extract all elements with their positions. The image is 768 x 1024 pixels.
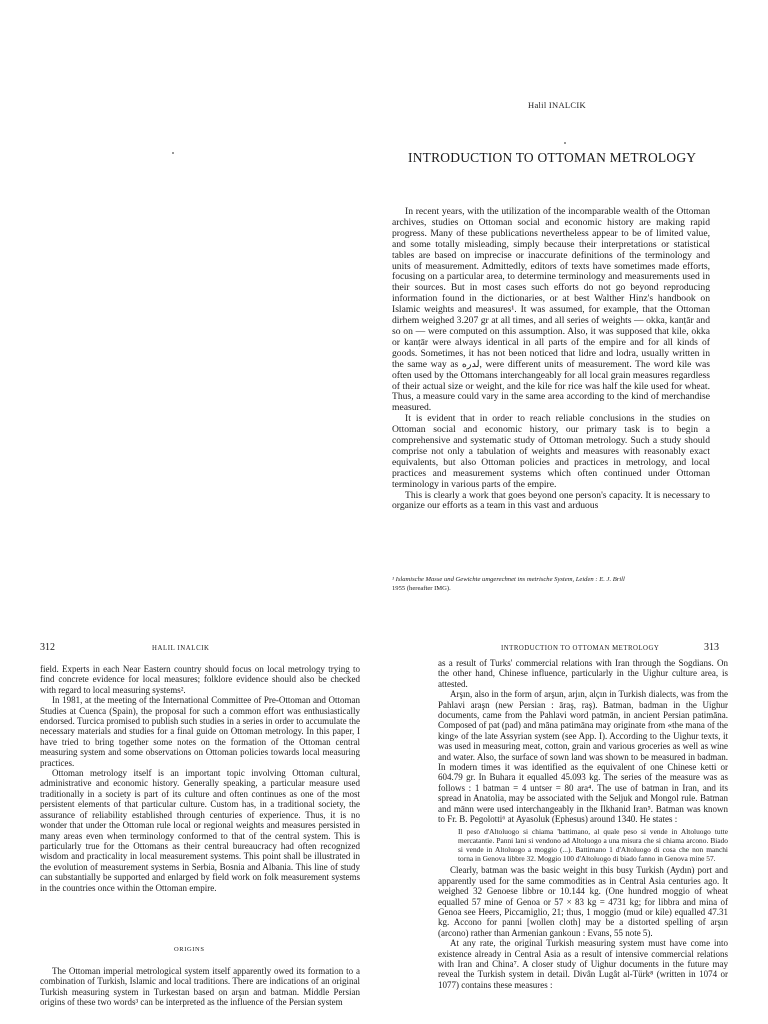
scan-speck — [564, 142, 566, 144]
page-312 — [40, 640, 370, 1024]
page-313 — [438, 640, 728, 1024]
running-head: HALIL INALCIK — [152, 645, 210, 652]
paragraph: Arşın, also in the form of arşun, arjın, alçın in Turkish dialects, was from the Pahlavi araşn (new Persian : āraş, raş). Batman, badman in the Uighur documents, came from the Pahlavi word patmān, in ancient Persian patimāna. Composed of pat (pad) and māna patimāna may originate from «the mana of the king» of the late Assyrian system (see App. I). According to the Uighur texts, it was used in measuring meat, cotton, grain and various groceries as well as wine and water. Also, the surface of sown land was shown to be measured in badman. In modern times it was identified as the equivalent of one Chinese ketti or 604.79 gr. In Buhara it equalled 45.093 kg. The series of the measure was as follows : 1 batman = 4 untser = 80 ara⁴. The use of batman in Iran, and its spread in Anatolia, may be associated with the Seljuk and Mongol rule. Batman and mānn were used interchangeably in the Ilkhanid Iran⁵. Batman was known to Fr. B. Pegolotti⁶ at Ayasoluk (Ephesus) around 1340. He states : — [438, 689, 728, 825]
page-number: 313 — [704, 642, 719, 653]
paragraph: In recent years, with the utilization of the incomparable wealth of the Ottoman archives, studies on Ottoman social and economic history are making rapid progress. Many of these publications nevertheless appear to be of limited value, and some totally misleading, simply because their interpretations or statistical tables are based on imprecise or inaccurate definitions of the terminology and units of measurement. Admittedly, editors of texts have sometimes made efforts, focusing on a particular area, to determine terminology and measurements used in their sources. But in most cases such efforts do not go beyond reproducing information found in the dictionaries, or at best Walther Hinz's handbook on Islamic weights and measures¹. It was assumed, for example, that the Ottoman dirhem weighed 3.207 gr at all times, and all series of weights — okka, kanṭār and so on — were computed on this assumption. Also, it was supposed that kile, okka or kanṭār were always identical in all parts of the empire and for all kinds of goods. Sometimes, it has not been noticed that lidre and lodra, usually written in the same way as لدره, were different units of measurement. The word kile was often used by the Ottomans interchangeably for all local grain measures regardless of their actual size or weight, and the kile for rice was half the kile used for wheat. Thus, a measure could vary in the same area according to the kind of merchandise measured. — [392, 206, 710, 414]
footnote-line: ¹ Islamische Masse und Gewichte umgerechnet ins metrische System, Leiden : E. J. Brill — [392, 576, 625, 583]
paragraph: Ottoman metrology itself is an important topic involving Ottoman cultural, administrative and economic history. Generally speaking, a particular measure used traditionally in a society is part of its culture and often continues as one of the most persistent elements of that particular culture. Custom has, in a traditional society, the assurance of reliability established through centuries of experience. Thus, it is no wonder that under the Ottoman rule local or regional weights and measures persisted in many areas even when terminology conformed to that of the central system. This is particularly true for the Ottomans as their central bureaucracy had often recognized wisdom and practicality in local measurement systems. This point shall be illustrated in the evolution of measurement systems in Serbia, Bosnia and Albania. This line of study can substantially be supported and enlarged by field work on folk measurement systems in the countries once within the Ottoman empire. — [40, 768, 360, 893]
paragraph: field. Experts in each Near Eastern country should focus on local metrology trying to find concrete evidence for local measures; folklore evidence should also be checked with regard to local measuring systems². — [40, 664, 360, 695]
origins-text — [40, 966, 360, 1008]
introduction-text — [392, 207, 710, 512]
paragraph: In 1981, at the meeting of the International Committee of Pre-Ottoman and Ottoman Studies at Cuenca (Spain), the proposal for such a common effort was enthusiastically endorsed. Turcica promised to publish such studies in a series in order to accumulate the necessary materials and studies for a final guide on Ottoman metrology. In this paper, I have tried to bring together some notes on the formation of the Ottoman central measuring system and some observations on Ottoman policies towards local measuring practices. — [40, 695, 360, 768]
page-number: 312 — [40, 642, 55, 653]
paragraph: This is clearly a work that goes beyond one person's capacity. It is necessary to organize our efforts as a team in this vast and arduous — [392, 489, 710, 512]
article-title: INTRODUCTION TO OTTOMAN METROLOGY — [408, 150, 697, 165]
body-text — [438, 658, 728, 990]
paragraph: At any rate, the original Turkish measuring system must have come into existence already in Central Asia as a result of intensive commercial relations with Iran and China⁷. A closer study of Uighur documents in the future may reveal the Turkish system in detail. Divân Lugât al-Türk⁸ (written in 1074 or 1077) contains these measures : — [438, 938, 728, 990]
block-quote: Il peso d'Altoluogo si chiama 'battimano, al quale peso si vende in Altoluogo tutte mercatantie. Panni lani si vendono ad Altoluogo a una misura che si chiama arcono. Biado si vende in Altoluogo a moggio (...). Battimano 1 d'Altoluogo di cosa che non manchi torna in Genova libbre 32. Moggio 100 d'Altoluogo di biado fanno in Genova mine 57. — [458, 826, 728, 864]
footnote — [392, 575, 710, 593]
section-heading: ORIGINS — [174, 946, 205, 953]
paragraph: as a result of Turks' commercial relations with Iran through the Sogdians. On the other hand, Chinese influence, particularly in the Uighur culture area, is attested. — [438, 658, 728, 689]
paragraph: Clearly, batman was the basic weight in this busy Turkish (Aydın) port and apparently used for the same commodities as in Central Asia centuries ago. It weighed 32 Genoese libbre or 10.144 kg. (One hundred moggio of wheat equalled 57 mine of Genoa or 57 × 83 kg = 4731 kg; for libbra and mina of Genoa see Heers, Piccamiglio, 21; thus, 1 moggio (mud or kile) equalled 47.31 kg. Accono for panni [wollen cloth] may be a distorted spelling of arşın (arcono) rather than Armenian gankoun : Evans, 55 note 5). — [438, 865, 728, 938]
paragraph: It is evident that in order to reach reliable conclusions in the studies on Ottoman social and economic history, our primary task is to begin a comprehensive and systematic study of Ottoman metrology. Such a study should comprise not only a tabulation of weights and measures with reasonably exact equivalents, but also Ottoman policies and practices in metrology, and local practices and measurement systems which often continued under Ottoman terminology in various parts of the empire. — [392, 413, 710, 490]
article-first-page — [390, 90, 722, 600]
paragraph: The Ottoman imperial metrological system itself apparently owed its formation to a combination of Turkish, Islamic and local traditions. There are indications of an original Turkish measuring system in Turkestan based on arşın and batman. Middle Persian origins of these two words³ can be interpreted as the influence of the Persian system — [40, 966, 360, 1008]
running-head: INTRODUCTION TO OTTOMAN METROLOGY — [501, 645, 660, 652]
author-name: Halil INALCIK — [528, 100, 586, 110]
scan-speck — [172, 152, 174, 154]
footnote-line: 1955 (hereafter IMG). — [392, 585, 451, 592]
body-text — [40, 664, 360, 893]
